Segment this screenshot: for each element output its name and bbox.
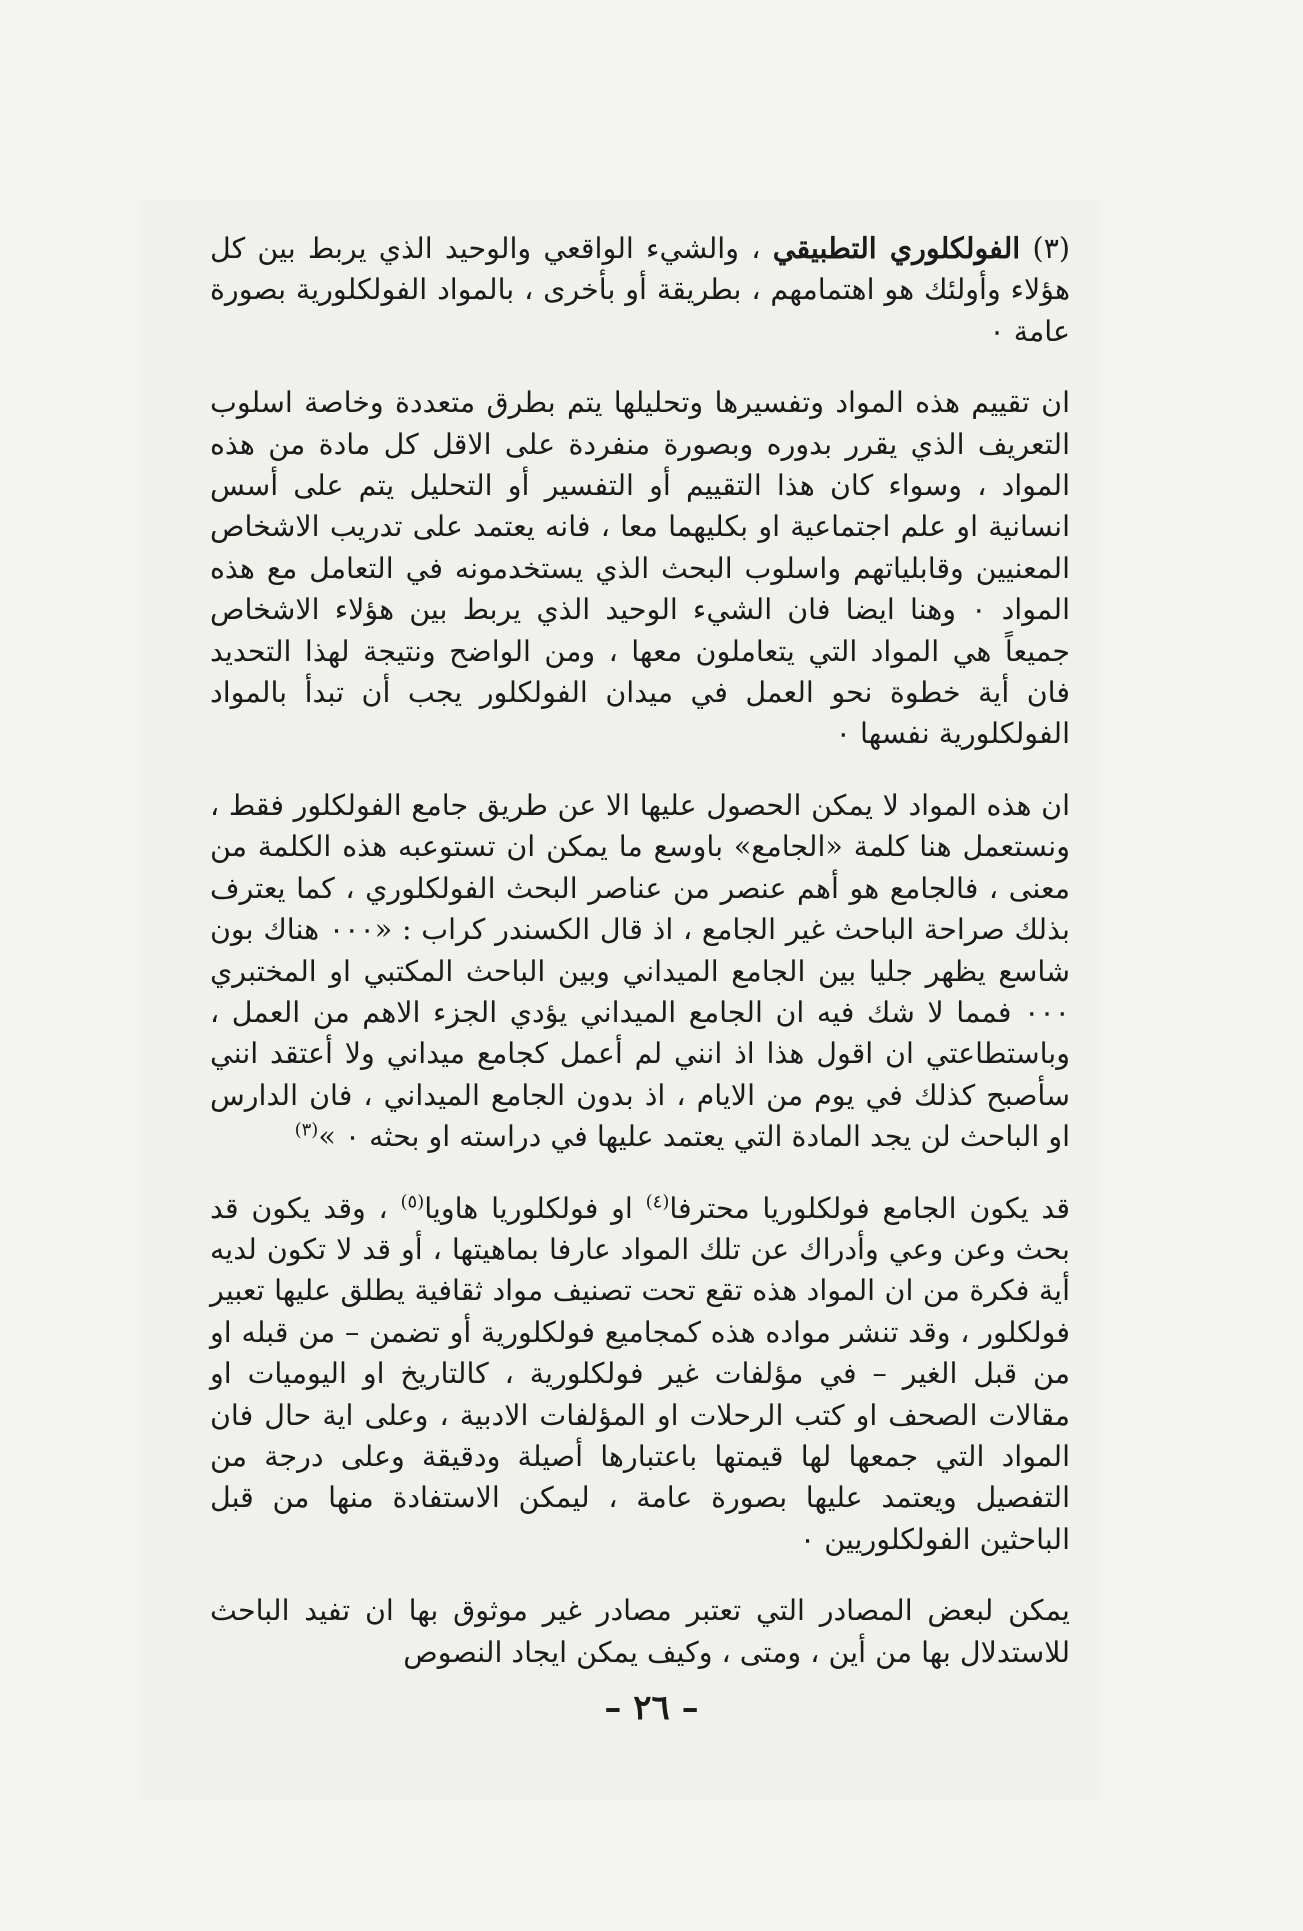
list-marker: (٣)	[1032, 232, 1071, 265]
page-number: – ٢٦ –	[604, 1688, 699, 1728]
paragraph-4-part-1: قد يكون الجامع فولكلوريا محترفا	[669, 1191, 1071, 1225]
paragraph-3	[210, 785, 1070, 1158]
bold-term: الفولكلوري التطبيقي	[772, 231, 1021, 265]
body-text	[210, 228, 1070, 1673]
paragraph-1-text: ، والشيء الواقعي والوحيد الذي يربط بين كل هؤلاء وأولئك هو اهتمامهم ، بطريقة أو بأخرى ، بالمواد الفولكلورية بصورة عامة ٠	[210, 232, 1070, 348]
paragraph-2: ان تقييم هذه المواد وتفسيرها وتحليلها يتم بطرق متعددة وخاصة اسلوب التعريف الذي يقرر بدوره وبصورة منفردة على الاقل كل مادة من هذه المواد ، وسواء كان هذا التقييم أو التفسير أو التحليل يتم على أسس انسانية او علم اجتماعية او بكليهما معا ، فانه يعتمد على تدريب الاشخاص المعنيين وقابلياتهم واسلوب البحث الذي يستخدمونه في التعامل مع هذه المواد ٠ وهنا ايضا فان الشيء الوحيد الذي يربط بين هؤلاء الاشخاص جميعاً هي المواد التي يتعاملون معها ، ومن الواضح ونتيجة لهذا التحديد فان أية خطوة نحو العمل في ميدان الفولكلور يجب أن تبدأ بالمواد الفولكلورية نفسها ٠	[210, 386, 1070, 751]
paragraph-5: يمكن لبعض المصادر التي تعتبر مصادر غير موثوق بها ان تفيد الباحث للاستدلال بها من أين ، ومتى ، وكيف يمكن ايجاد النصوص	[210, 1594, 1070, 1669]
footnote-ref-4: (٤)	[645, 1191, 670, 1213]
paragraph-3-text: ان هذه المواد لا يمكن الحصول عليها الا عن طريق جامع الفولكلور فقط ، ونستعمل هنا كلمة «الجامع» باوسع ما يمكن ان تستوعبه هذه الكلمة من معنى ، فالجامع هو أهم عنصر من عناصر البحث الفولكلوري ، كما يعترف بذلك صراحة الباحث غير الجامع ، اذ قال الكسندر كراب : «٠٠٠ هناك بون شاسع يظهر جليا بين الجامع الميداني وبين الباحث المكتبي او المختبري ٠٠٠ فمما لا شك فيه ان الجامع الميداني يؤدي الجزء الاهم من العمل ، وباستطاعتي ان اقول هذا اذ انني لم أعمل كجامع ميداني ولا أعتقد انني سأصبح كذلك في يوم من الايام ، اذ بدون الجامع الميداني ، فان الدارس او الباحث لن يجد المادة التي يعتمد عليها في دراسته او بحثه ٠ »	[210, 788, 1070, 1154]
footnote-ref-3: (٣)	[294, 1119, 319, 1141]
footnote-ref-5: (٥)	[400, 1191, 425, 1213]
paragraph-4-part-2: او فولكلوريا هاويا	[424, 1191, 633, 1225]
paragraph-4-part-3: ، وقد يكون قد بحث وعن وعي وأدراك عن تلك المواد عارفا بماهيتها ، أو قد لا تكون لديه أية فكرة من ان المواد هذه تقع تحت تصنيف مواد ثقافية يطلق عليها تعبير فولكلور ، وقد تنشر مواده هذه كمجاميع فولكلورية أو تضمن – من قبله او من قبل الغير – في مؤلفات غير فولكلورية ، كالتاريخ او اليوميات او مقالات الصحف او كتب الرحلات او المؤلفات الادبية ، وعلى اية حال فان المواد التي جمعها لها قيمتها باعتبارها أصيلة ودقيقة وعلى درجة من التفصيل ويعتمد عليها بصورة عامة ، ليمكن الاستفادة منها من قبل الباحثين الفولكلوريين ٠	[210, 1191, 1070, 1556]
paragraph-4	[210, 1188, 1070, 1561]
paragraph-1	[210, 228, 1070, 352]
